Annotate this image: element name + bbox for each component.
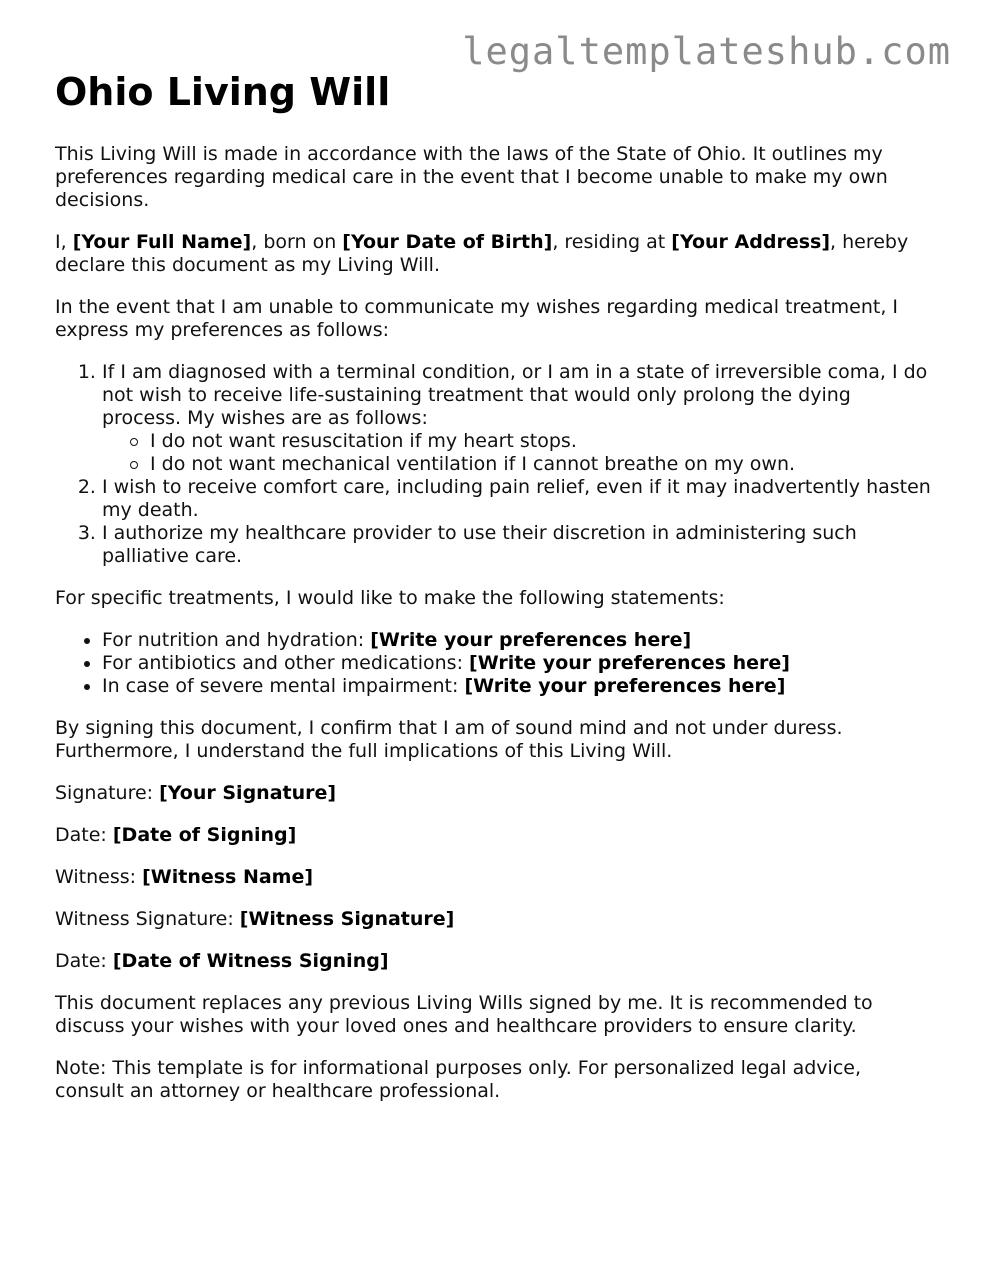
list-item: I do not want mechanical ventilation if I cannot breathe on my own. (150, 453, 935, 476)
dob-placeholder: [Your Date of Birth] (342, 231, 553, 253)
list-item: 3. I authorize my healthcare provider to use their discretion in administering such palliative care. (102, 522, 935, 568)
preference-placeholder: [Write your preferences here] (469, 652, 790, 674)
page-title: Ohio Living Will (55, 70, 391, 114)
preference-placeholder: [Write your preferences here] (370, 629, 692, 651)
date-line: Date: [Date of Signing] (55, 824, 297, 846)
note-paragraph: Note: This template is for informational purposes only. For personalized legal advice, consult an attorney or healthcare professional. (55, 1057, 861, 1102)
site-watermark: legaltemplateshub.com (462, 30, 951, 73)
specific-treatments-list (55, 629, 935, 698)
list-item: • For nutrition and hydration: [Write your preferences here] (102, 629, 935, 652)
specific-intro: For specific treatments, I would like to make the following statements: (55, 587, 725, 609)
declaration-paragraph: I, [Your Full Name], born on [Your Date of Birth], residing at [Your Address], hereby declare this document as my Living Will. (55, 231, 909, 276)
intro-paragraph: This Living Will is made in accordance with the laws of the State of Ohio. It outlines my preferences regarding medical care in the event that I become unable to make my own decisions. (55, 143, 888, 211)
signature-placeholder: [Your Signature] (159, 782, 337, 804)
sub-list (102, 430, 935, 476)
date-placeholder: [Date of Signing] (112, 824, 297, 846)
full-name-placeholder: [Your Full Name] (72, 231, 252, 253)
witness-signature-placeholder: [Witness Signature] (239, 908, 455, 930)
list-item: • In case of severe mental impairment: [Write your preferences here] (102, 675, 935, 698)
preference-placeholder: [Write your preferences here] (464, 675, 786, 697)
preferences-list (55, 361, 935, 568)
list-item: • For antibiotics and other medications: [Write your preferences here] (102, 652, 935, 675)
preferences-intro: In the event that I am unable to communicate my wishes regarding medical treatment, I express my preferences as follows: (55, 296, 899, 341)
confirmation-paragraph: By signing this document, I confirm that I am of sound mind and not under duress. Furthermore, I understand the full implications of this Living Will. (55, 717, 843, 762)
list-item: 1. If I am diagnosed with a terminal condition, or I am in a state of irreversible coma, I do not wish to receive life-sustaining treatment that would only prolong the dying process. My wishes are as follows: I do not want resuscitation if my heart stops. I do not want mechanical ventilation if I cannot breathe on my own. (102, 361, 935, 476)
witness-line: Witness: [Witness Name] (55, 866, 314, 888)
document-body (55, 68, 935, 1122)
list-item: 2. I wish to receive comfort care, including pain relief, even if it may inadvertently hasten my death. (102, 476, 935, 522)
replaces-paragraph: This document replaces any previous Living Wills signed by me. It is recommended to discuss your wishes with your loved ones and healthcare providers to ensure clarity. (55, 992, 873, 1037)
signature-line: Signature: [Your Signature] (55, 782, 337, 804)
witness-date-line: Date: [Date of Witness Signing] (55, 950, 389, 972)
witness-name-placeholder: [Witness Name] (142, 866, 314, 888)
witness-date-placeholder: [Date of Witness Signing] (112, 950, 389, 972)
witness-signature-line: Witness Signature: [Witness Signature] (55, 908, 455, 930)
list-item: I do not want resuscitation if my heart stops. (150, 430, 935, 453)
address-placeholder: [Your Address] (671, 231, 831, 253)
